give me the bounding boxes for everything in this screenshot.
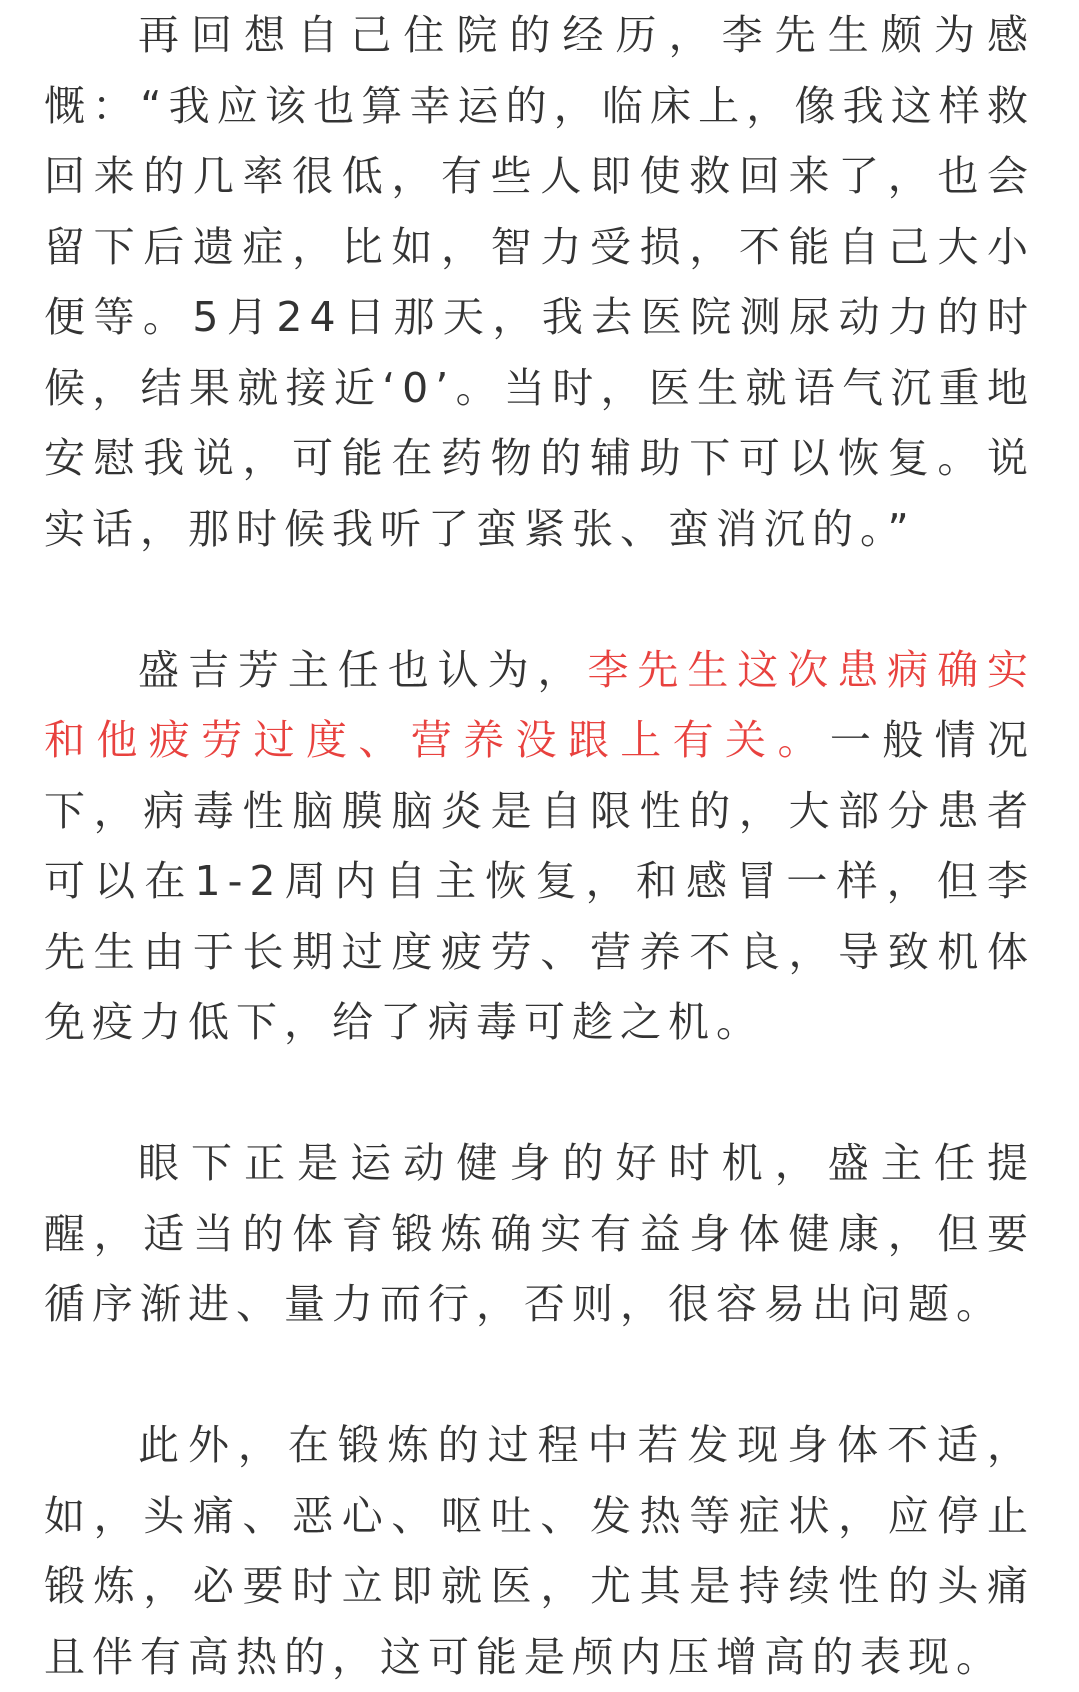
paragraph-lead-text: 盛吉芳主任也认为， (138, 645, 588, 694)
paragraph-director-opinion (44, 635, 1035, 1058)
paragraph-warning-symptoms: 此外，在锻炼的过程中若发现身体不适，如，头痛、恶心、呕吐、发热等症状，应停止锻炼，必要时立即就医，尤其是持续性的头痛且伴有高热的，这可能是颅内压增高的表现。 (44, 1421, 1035, 1681)
paragraph-exercise-advice: 眼下正是运动健身的好时机，盛主任提醒，适当的体育锻炼确实有益身体健康，但要循序渐进、量力而行，否则，很容易出问题。 (44, 1139, 1035, 1328)
paragraph-hospital-recollection: 再回想自己住院的经历，李先生颇为感慨：“我应该也算幸运的，临床上，像我这样救回来的几率很低，有些人即使救回来了，也会留下后遗症，比如，智力受损，不能自己大小便等。5月24日那天，我去医院测尿动力的时候，结果就接近‘0’。当时，医生就语气沉重地安慰我说，可能在药物的辅助下可以恢复。说实话，那时候我听了蛮紧张、蛮消沉的。” (44, 11, 1035, 553)
highlighted-text: 李先生这次患病确实和他疲劳过度、营养没跟上有关。 (44, 645, 1036, 764)
paragraph-trailing-text: 一般情况下，病毒性脑膜脑炎是自限性的，大部分患者可以在1-2周内自主恢复，和感冒一样，但李先生由于长期过度疲劳、营养不良，导致机体免疫力低下，给了病毒可趁之机。 (44, 716, 1036, 1046)
article-body (44, 0, 1035, 1692)
